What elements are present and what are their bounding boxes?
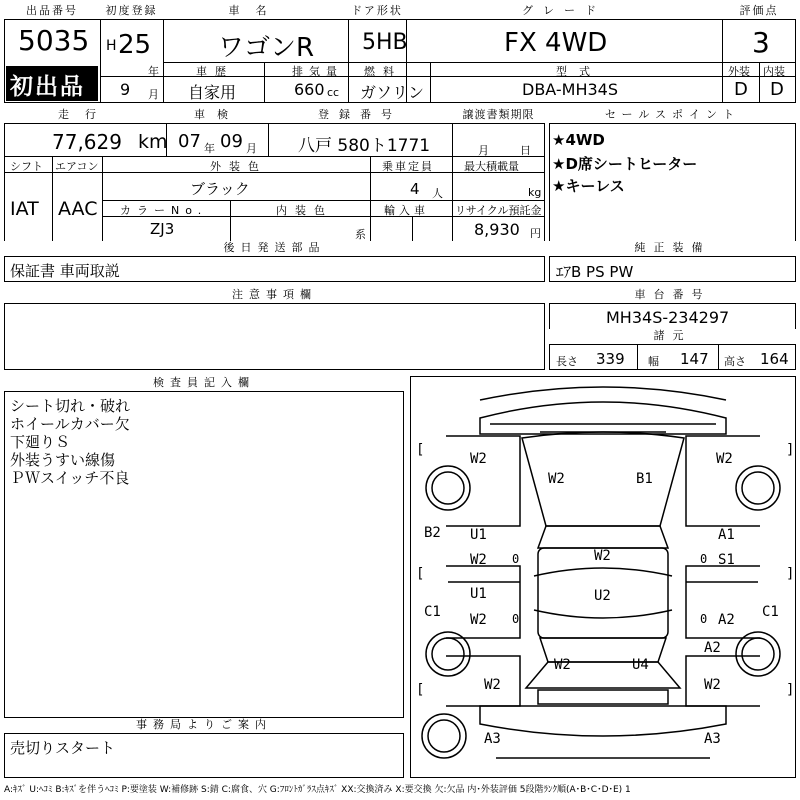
bracket-bl: [: [416, 682, 425, 698]
capacity-unit: 人: [432, 187, 443, 200]
mark-w2-trunk: W2: [554, 657, 571, 673]
grade: FX 4WD: [504, 28, 608, 58]
exterior-color-label: 外装色: [210, 160, 267, 173]
door-type: 5HB: [362, 30, 408, 55]
displacement: 660: [294, 80, 325, 99]
era: H: [106, 38, 117, 54]
mileage-unit: km: [138, 131, 168, 153]
transfer-day-unit: 日: [520, 144, 531, 157]
office-text: 売切りスタート: [10, 739, 116, 757]
inspection-label: 車検: [166, 108, 268, 124]
grade-label: グレード: [406, 4, 722, 20]
mark-w2-tl: W2: [470, 451, 487, 467]
equipment-label: 純正装備: [549, 241, 796, 257]
insp-year: 07: [178, 131, 201, 152]
mark-0-rr: 0: [700, 612, 708, 626]
interior-color-label: 内装色: [276, 204, 333, 217]
later-parts: 保証書 車両取説: [10, 262, 120, 280]
bracket-tr: ]: [786, 442, 795, 458]
fuel: ガソリン: [360, 83, 425, 102]
mark-u4-trunk: U4: [632, 657, 649, 673]
sales-label: セールスポイント: [549, 108, 796, 124]
fuel-label: 燃料: [364, 65, 402, 78]
car-name-label: 車名: [163, 4, 348, 20]
mark-b2: B2: [424, 525, 441, 541]
lot-number: 5035: [18, 24, 90, 57]
ac-label: エアコン: [55, 160, 99, 173]
recycle-label: リサイクル預託金: [455, 204, 542, 217]
mark-0-rl: 0: [512, 612, 520, 626]
chassis-number: MH34S-234297: [606, 308, 730, 327]
import-label: 輸入車: [384, 204, 429, 217]
score: 3: [752, 26, 770, 59]
recycle-fee: 8,930: [474, 220, 520, 239]
mark-w2-tr: W2: [716, 451, 733, 467]
car-name: ワゴンR: [218, 33, 315, 63]
capacity: 4: [410, 180, 420, 198]
transfer-label: 譲渡書類期限: [452, 108, 545, 124]
door-label: ドア形状: [348, 4, 406, 20]
mark-c1-r: C1: [762, 604, 779, 620]
mileage-label: 走行: [4, 108, 166, 124]
dims-label: 諸元: [549, 329, 796, 345]
disp-label: 排気量: [292, 65, 343, 78]
inspector-label: 検査員記入欄: [4, 376, 404, 392]
mark-w2-roof: W2: [594, 548, 611, 564]
score-label: 評価点: [722, 4, 796, 20]
sales-point-1: ★4WD: [552, 131, 605, 149]
year-unit: 年: [148, 65, 159, 78]
history: 自家用: [188, 83, 237, 102]
inspector-line-5: ＰＷスイッチ不良: [10, 469, 130, 487]
history-label: 車歴: [196, 65, 234, 78]
bracket-mr: ]: [786, 566, 795, 582]
width-label: 幅: [648, 355, 659, 368]
mark-w2-fl: W2: [470, 552, 487, 568]
shift-value: IAT: [10, 198, 39, 220]
mark-a2-r: A2: [718, 612, 735, 628]
color-no-label: カラーNo.: [120, 204, 208, 217]
first-reg-year: 25: [118, 30, 152, 60]
mark-u2-roof: U2: [594, 588, 611, 604]
plate-label: 登録番号: [268, 108, 452, 124]
first-listing-text: 初出品: [10, 74, 85, 100]
sales-point-3: ★キーレス: [552, 177, 625, 195]
mark-w2-br: W2: [704, 677, 721, 693]
mark-w2-rl: W2: [470, 612, 487, 628]
insp-month-unit: 月: [246, 142, 257, 155]
chassis-label: 車台番号: [549, 288, 796, 304]
length: 339: [596, 350, 625, 368]
color-no: ZJ3: [150, 220, 175, 238]
month-unit: 月: [148, 88, 159, 101]
capacity-label: 乗車定員: [382, 160, 434, 173]
bracket-tl: [: [416, 442, 425, 458]
int-label: 内装: [763, 65, 785, 78]
office-label: 事務局よりご案内: [4, 718, 404, 734]
loading-label: 最大積載量: [464, 160, 519, 173]
mark-u1-fl: U1: [470, 527, 487, 543]
mark-a2-tail: A2: [704, 640, 721, 656]
mark-a3-l: A3: [484, 731, 501, 747]
interior-color-unit: 系: [355, 228, 366, 241]
car-diagram: [410, 376, 796, 778]
model-code: DBA-MH34S: [522, 80, 619, 99]
loading-unit: kg: [528, 186, 542, 199]
insp-year-unit: 年: [204, 142, 215, 155]
ext-label: 外装: [728, 65, 750, 78]
inspector-line-4: 外装うすい線傷: [10, 451, 116, 469]
exterior-color: ブラック: [190, 180, 250, 198]
mark-b1-hood: B1: [636, 471, 653, 487]
mileage: 77,629: [52, 130, 122, 154]
plate-number: 八戸 580ト1771: [298, 136, 431, 156]
model-label: 型式: [556, 65, 602, 78]
mark-0-fl: 0: [512, 552, 520, 566]
later-parts-label: 後日発送部品: [4, 241, 545, 257]
disp-unit: cc: [327, 86, 340, 99]
mark-w2-hood: W2: [548, 471, 565, 487]
first-reg-month: 9: [120, 80, 131, 99]
inspector-line-2: ホイールカバー欠: [10, 415, 130, 433]
mark-0-fr: 0: [700, 552, 708, 566]
mark-a3-r: A3: [704, 731, 721, 747]
inspector-line-1: シート切れ・破れ: [10, 397, 131, 415]
height-label: 高さ: [724, 355, 746, 368]
mark-w2-bl: W2: [484, 677, 501, 693]
recycle-unit: 円: [530, 227, 541, 240]
int-score: D: [770, 79, 784, 100]
height: 164: [760, 350, 789, 368]
legend: A:ｷｽﾞ U:ﾍｺﾐ B:ｷｽﾞを伴うﾍｺﾐ P:要塗装 W:補修跡 S:錆 C:腐食、穴 G:ﾌﾛﾝﾄｶﾞﾗｽ点ｷｽﾞ XX:交換済み X:要交換 欠:欠品 内･外装評価 5段階ﾗﾝｸ順(A･B･C･D･E) 1: [4, 785, 631, 795]
mark-u1-rl: U1: [470, 586, 487, 602]
ac-value: AAC: [58, 198, 98, 220]
insp-month: 09: [220, 131, 243, 152]
mark-c1-l: C1: [424, 604, 441, 620]
transfer-month-unit: 月: [478, 144, 489, 157]
equipment-value: ｴｱB PS PW: [556, 263, 634, 281]
bracket-ml: [: [416, 566, 425, 582]
mark-a1: A1: [718, 527, 735, 543]
ext-score: D: [734, 79, 748, 100]
lot-label: 出品番号: [4, 4, 100, 20]
inspector-line-3: 下廻りＳ: [10, 433, 71, 451]
mark-s1: S1: [718, 552, 735, 568]
sales-point-2: ★D席シートヒーター: [552, 155, 698, 173]
length-label: 長さ: [556, 355, 578, 368]
notes-label: 注意事項欄: [4, 288, 545, 304]
first-reg-label: 初度登録: [100, 4, 163, 20]
width: 147: [680, 350, 709, 368]
bracket-br: ]: [786, 682, 795, 698]
shift-label: シフト: [10, 160, 43, 173]
